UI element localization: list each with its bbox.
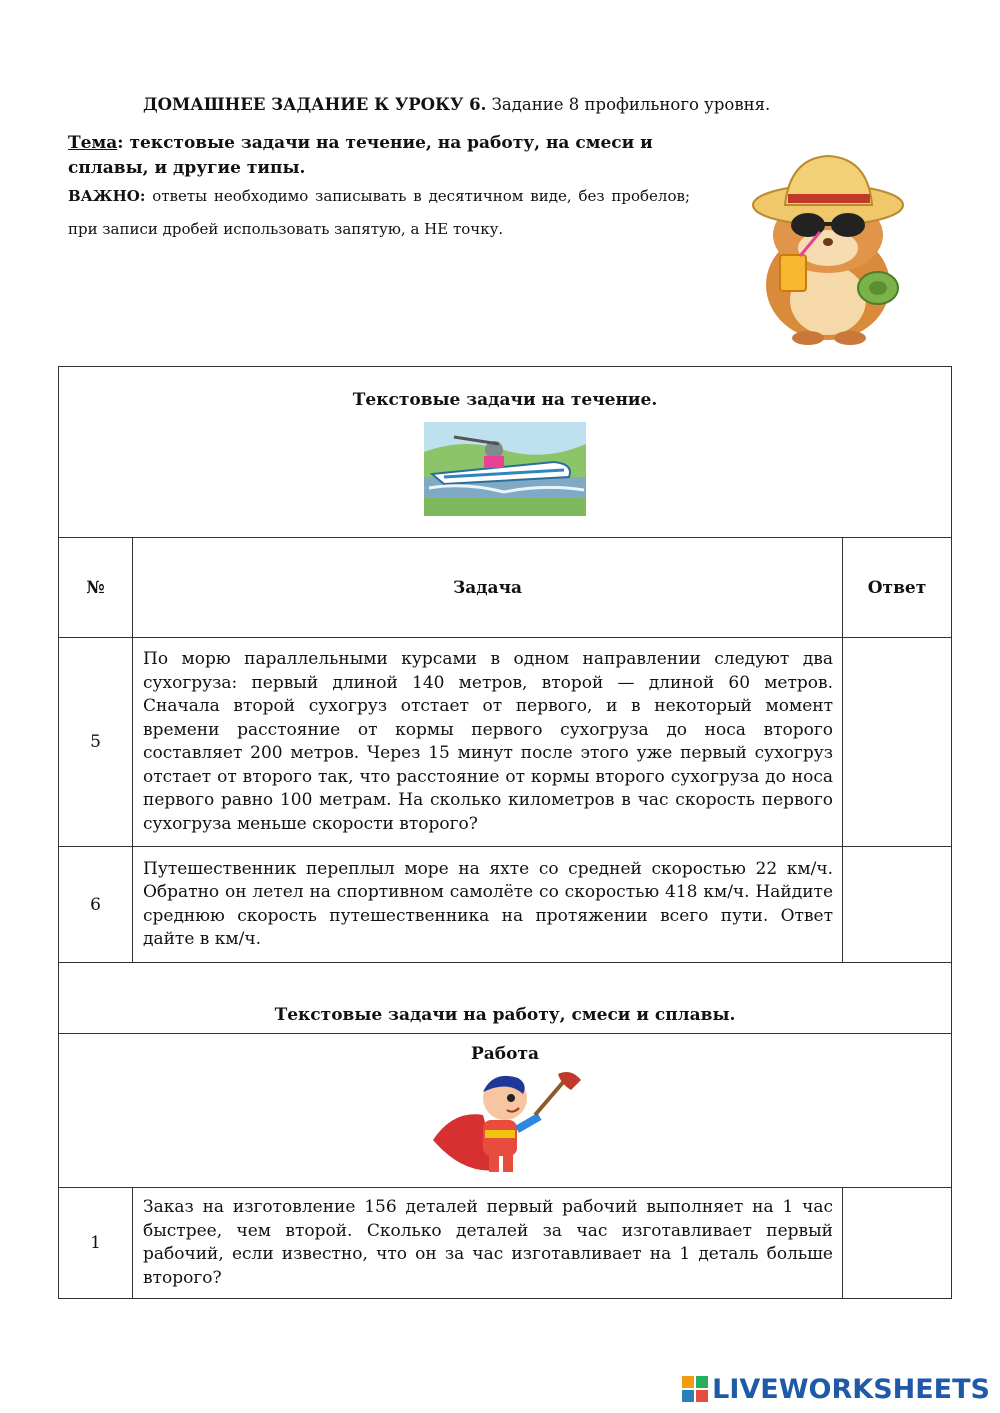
topic-text: : текстовые задачи на течение, на работу, на смеси и сплавы, и другие типы.: [68, 133, 653, 178]
section-work-title: Текстовые задачи на работу, смеси и сплавы.: [274, 1005, 736, 1025]
section-current-row: [59, 367, 952, 538]
answer-cell[interactable]: [843, 638, 952, 847]
section-work-subtitle: Работа: [470, 1044, 540, 1064]
section-work-title-row: [59, 963, 952, 1034]
table-header-row: [59, 538, 952, 638]
task-number: 6: [59, 847, 133, 963]
hamster-tourist-illustration: [750, 150, 910, 350]
important-note-label: ВАЖНО:: [68, 187, 146, 205]
header-answer: Ответ: [843, 538, 952, 638]
boat-cartoon-illustration: [424, 422, 586, 516]
homework-heading-regular: Задание 8 профильного уровня.: [486, 95, 771, 114]
answer-cell[interactable]: [843, 1188, 952, 1299]
header-num: №: [59, 538, 133, 638]
topic-label: Тема: [68, 133, 118, 153]
liveworksheets-brand: [682, 1371, 990, 1407]
liveworksheets-logo-icon: [682, 1376, 708, 1402]
superhero-plunger-illustration: [423, 1070, 588, 1178]
table-row: [59, 847, 952, 963]
table-row: [59, 1188, 952, 1299]
task-number: 1: [59, 1188, 133, 1299]
task-number: 5: [59, 638, 133, 847]
tasks-table: [58, 366, 952, 1299]
header-task: Задача: [133, 538, 843, 638]
homework-heading: [143, 95, 770, 114]
important-note: [68, 180, 690, 246]
section-current-title: Текстовые задачи на течение.: [352, 390, 658, 410]
liveworksheets-text: LIVEWORKSHEETS: [712, 1373, 990, 1405]
task-text: По морю параллельными курсами в одном направлении следуют два сухогруза: первый длиной 140 метров, второй — длиной 60 метров. Сначала второй сухогруз отстает от первого, и в некоторый момент времени расстояние от кормы первого сухогруза до носа второго составляет 200 метров. Через 15 минут после этого уже первый сухогруз отстает от второго так, что расстояние от кормы второго сухогруза до носа первого равно 100 метрам. На сколько километров в час скорость первого сухогруза меньше скорости второго?: [133, 638, 843, 847]
table-row: [59, 638, 952, 847]
topic: [68, 131, 708, 181]
task-text: Заказ на изготовление 156 деталей первый рабочий выполняет на 1 час быстрее, чем второй. Сколько деталей за час изготавливает первый рабочий, если известно, что он за час изготавливает на 1 деталь больше второго?: [133, 1188, 843, 1299]
answer-cell[interactable]: [843, 847, 952, 963]
section-work-subtitle-row: [59, 1034, 952, 1188]
task-text: Путешественник переплыл море на яхте со средней скоростью 22 км/ч. Обратно он летел на спортивном самолёте со скоростью 418 км/ч. Найдите среднюю скорость путешественника на протяжении всего пути. Ответ дайте в км/ч.: [133, 847, 843, 963]
important-note-text: ответы необходимо записывать в десятичном виде, без пробелов; при записи дробей использовать запятую, а НЕ точку.: [68, 187, 690, 238]
homework-heading-bold: ДОМАШНЕЕ ЗАДАНИЕ К УРОКУ 6.: [143, 95, 487, 114]
